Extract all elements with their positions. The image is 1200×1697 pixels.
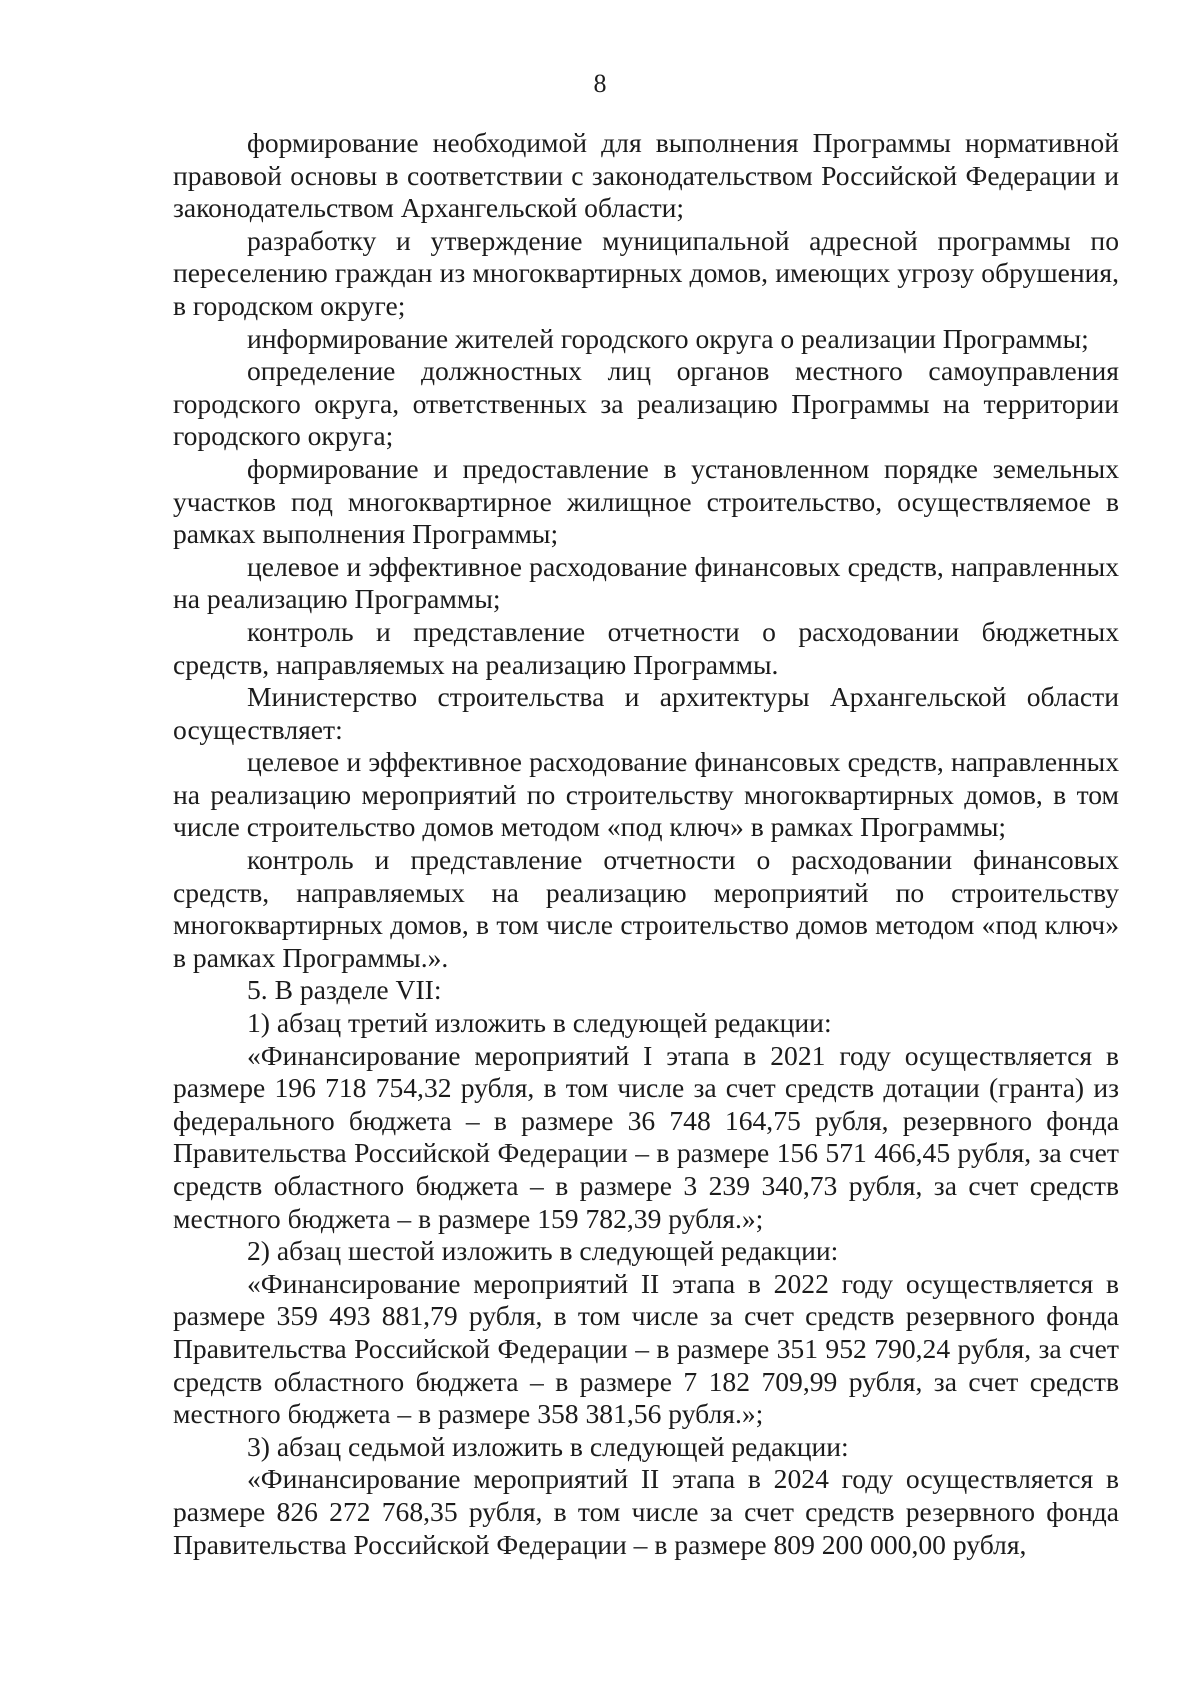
- paragraph: контроль и представление отчетности о расходовании финансовых средств, направляемых на реализацию мероприятий по строительству многоквартирных домов, в том числе строительство домов методом «под ключ» в рамках Программы.».: [173, 844, 1119, 973]
- section-item: 5. В разделе VII:: [247, 974, 442, 1006]
- list-item: 2) абзац шестой изложить в следующей редакции:: [247, 1235, 839, 1267]
- paragraph: определение должностных лиц органов местного самоуправления городского округа, ответственных за реализацию Программы на территории городского округа;: [173, 355, 1119, 452]
- paragraph: Министерство строительства и архитектуры Архангельской области осуществляет:: [173, 681, 1119, 745]
- list-item: 1) абзац третий изложить в следующей редакции:: [247, 1007, 832, 1039]
- quoted-paragraph: «Финансирование мероприятий II этапа в 2024 году осуществляется в размере 826 272 768,35 рубля, в том числе за счет средств резервного фонда Правительства Российской Федерации – в размере 809 200 000,00 рубля,: [173, 1463, 1119, 1560]
- quoted-paragraph: «Финансирование мероприятий II этапа в 2022 году осуществляется в размере 359 493 881,79 рубля, в том числе за счет средств резервного фонда Правительства Российской Федерации – в размере 351 952 790,24 рубля, за счет средств областного бюджета – в размере 7 182 709,99 рубля, за счет средств местного бюджета – в размере 358 381,56 рубля.»;: [173, 1267, 1119, 1430]
- quoted-paragraph: «Финансирование мероприятий I этапа в 2021 году осуществляется в размере 196 718 754,32 рубля, в том числе за счет средств дотации (гранта) из федерального бюджета – в размере 36 748 164,75 рубля, резервного фонда Правительства Российской Федерации – в размере 156 571 466,45 рубля, за счет средств областного бюджета – в размере 3 239 340,73 рубля, за счет средств местного бюджета – в размере 159 782,39 рубля.»;: [173, 1039, 1119, 1234]
- paragraph: информирование жителей городского округа о реализации Программы;: [247, 322, 1089, 354]
- paragraph: целевое и эффективное расходование финансовых средств, направленных на реализацию Программы;: [173, 550, 1119, 615]
- paragraph: формирование и предоставление в установленном порядке земельных участков под многоквартирное жилищное строительство, осуществляемое в рамках выполнения Программы;: [173, 452, 1119, 550]
- document-body: [173, 127, 1119, 1561]
- paragraph: целевое и эффективное расходование финансовых средств, направленных на реализацию мероприятий по строительству многоквартирных домов, в том числе строительство домов методом «под ключ» в рамках Программы;: [173, 746, 1119, 843]
- paragraph: формирование необходимой для выполнения Программы нормативной правовой основы в соответствии с законодательством Российской Федерации и законодательством Архангельской области;: [173, 127, 1119, 224]
- paragraph: разработку и утверждение муниципальной адресной программы по переселению граждан из многоквартирных домов, имеющих угрозу обрушения, в городском округе;: [173, 224, 1119, 321]
- paragraph: контроль и представление отчетности о расходовании бюджетных средств, направляемых на реализацию Программы.: [173, 615, 1119, 680]
- list-item: 3) абзац седьмой изложить в следующей редакции:: [247, 1430, 849, 1462]
- page-number: 8: [593, 69, 607, 98]
